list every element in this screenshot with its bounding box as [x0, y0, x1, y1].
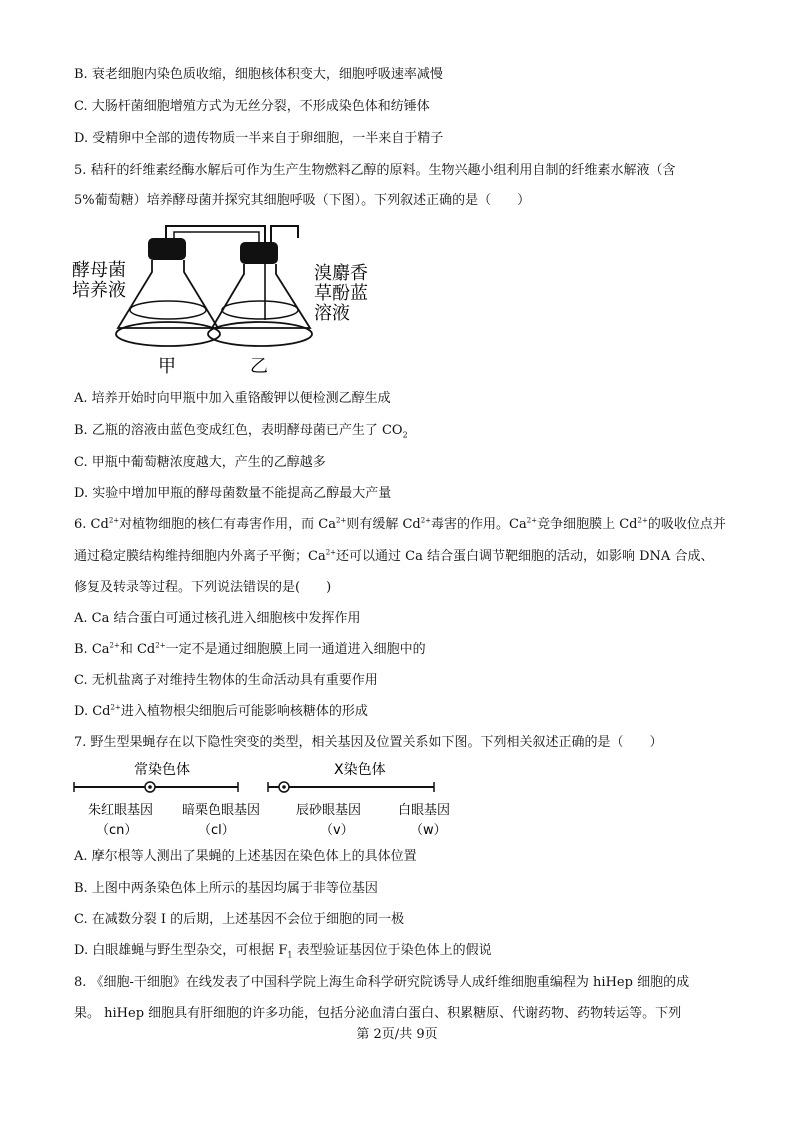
q6-text: B. Ca [74, 642, 110, 657]
ion-charge: 2+ [325, 548, 337, 557]
flask-jia [116, 238, 220, 346]
q7-option-d [74, 943, 492, 959]
label-yeast-line2: 培养液 [72, 280, 126, 301]
ion-charge: 2+ [110, 703, 121, 712]
flask-base-yi [208, 322, 312, 346]
q8-stem-line1: 8. 《细胞-干细胞》在线发表了中国科学院上海生命科学研究院诱导人成纤维细胞重编程为 hiHep 细胞的成 [74, 975, 690, 990]
q5-option-c: C. 甲瓶中葡萄糖浓度越大，产生的乙醇越多 [74, 455, 326, 470]
autosome-title: 常染色体 [134, 762, 190, 778]
q6-text: 进入植物根尖细胞后可能影响核糖体的形成 [120, 704, 368, 719]
q5-flask-figure [70, 216, 390, 376]
q6-option-a: A. Ca 结合蛋白可通过核孔进入细胞核中发挥作用 [74, 611, 361, 626]
liquid-surface-jia [130, 301, 206, 319]
stopper-jia [148, 238, 186, 260]
gene-v-symbol: （v） [320, 823, 354, 838]
q4-option-c: C. 大肠杆菌细胞增殖方式为无丝分裂，不形成染色体和纺锤体 [74, 99, 430, 114]
ion-charge: 2+ [335, 516, 347, 525]
q5-stem-line2: 5%葡萄糖）培养酵母菌并探究其细胞呼吸（下图）。下列叙述正确的是（ ） [74, 193, 531, 208]
ion-charge: 2+ [526, 516, 538, 525]
stopper-yi [240, 242, 278, 264]
gene-cn-symbol: （cn） [96, 823, 138, 838]
q6-text: 通过稳定膜结构维持细胞内外离子平衡；Ca [74, 549, 326, 564]
ion-charge: 2+ [420, 516, 432, 525]
q6-text: 竞争细胞膜上 Cd [537, 517, 638, 532]
q5-option-d: D. 实验中增加甲瓶的酵母菌数量不能提高乙醇最大产量 [74, 486, 392, 501]
q6-text: 和 Cd [119, 642, 156, 657]
q8-stem-line2: 果。 hiHep 细胞具有肝细胞的许多功能，包括分泌血清白蛋白、积累糖原、代谢药物、药物转运等。下列 [74, 1006, 682, 1021]
q5-option-a: A. 培养开始时向甲瓶中加入重铬酸钾以便检测乙醇生成 [74, 391, 391, 406]
f1-subscript: 1 [287, 950, 293, 960]
label-indicator-line1: 溴麝香 [314, 263, 368, 284]
q6-option-b [74, 642, 426, 658]
q5-option-b [74, 423, 408, 439]
q6-option-d [74, 704, 368, 720]
flask-yi [208, 242, 312, 346]
ion-charge: 2+ [109, 641, 120, 650]
q7-option-a: A. 摩尔根等人测出了果蝇的上述基因在染色体上的具体位置 [74, 849, 417, 864]
q7-option-b: B. 上图中两条染色体上所示的基因均属于非等位基因 [74, 881, 378, 896]
label-flask-jia: 甲 [158, 356, 176, 376]
label-yeast-line1: 酵母菌 [72, 260, 126, 281]
gene-cl-name: 暗栗色眼基因 [182, 803, 261, 818]
ion-charge: 2+ [108, 516, 120, 525]
co2-subscript: 2 [402, 430, 408, 440]
gene-cn-name: 朱红眼基因 [88, 803, 154, 818]
q6-text: 对植物细胞的核仁有毒害作用，而 Ca [119, 517, 336, 532]
label-indicator-line3: 溶液 [314, 303, 350, 324]
q6-text: 6. Cd [74, 517, 109, 532]
q7-chromosome-figure [72, 756, 472, 838]
q7-option-c: C. 在减数分裂 I 的后期，上述基因不会位于细胞的同一极 [74, 912, 405, 927]
q7-stem: 7. 野生型果蝇存在以下隐性突变的类型，相关基因及位置关系如下图。下列相关叙述正确的是（ ） [74, 735, 663, 750]
q4-option-d: D. 受精卵中全部的遗传物质一半来自于卵细胞，一半来自于精子 [74, 131, 444, 146]
gene-cl-symbol: （cl） [198, 823, 235, 838]
q7-text: D. 白眼雄蝇与野生型杂交，可根据 F [74, 943, 288, 958]
q6-text: 的吸收位点并 [647, 517, 726, 532]
q6-text: D. Cd [74, 704, 111, 719]
flask-base-jia [116, 322, 220, 346]
ion-charge: 2+ [637, 516, 648, 525]
gene-w-name: 白眼基因 [398, 803, 451, 818]
q6-stem-line3: 修复及转录等过程。下列说法错误的是( ) [74, 580, 332, 595]
q4-option-b: B. 衰老细胞内染色质收缩，细胞核体积变大，细胞呼吸速率减慢 [74, 67, 443, 82]
q6-text: 则有缓解 Cd [346, 517, 421, 532]
q7-text: 表型验证基因位于染色体上的假说 [292, 943, 492, 958]
label-flask-yi: 乙 [250, 356, 268, 376]
gene-v-name: 辰砂眼基因 [296, 803, 362, 818]
q6-stem-line2 [74, 549, 713, 565]
ion-charge: 2+ [155, 641, 166, 650]
q6-text: 还可以通过 Ca 结合蛋白调节靶细胞的活动，如影响 DNA 合成、 [336, 549, 714, 564]
q6-text: 一定不是通过细胞膜上同一通道进入细胞中的 [165, 642, 426, 657]
gene-w-symbol: （w） [410, 823, 447, 838]
x-chromosome-title: X染色体 [334, 762, 386, 778]
label-indicator-line2: 草酚蓝 [314, 283, 368, 304]
q5-stem-line1: 5. 秸秆的纤维素经酶水解后可作为生产生物燃料乙醇的原料。生物兴趣小组利用自制的纤维素水解液（含 [74, 163, 676, 178]
page-footer: 第 2页/共 9页 [356, 1027, 438, 1042]
liquid-surface-yi [222, 301, 298, 319]
q6-option-c: C. 无机盐离子对维持生物体的生命活动具有重要作用 [74, 673, 378, 688]
q5-option-b-text: B. 乙瓶的溶液由蓝色变成红色，表明酵母菌已产生了 CO [74, 423, 403, 438]
q6-text: 毒害的作用。Ca [431, 517, 527, 532]
q6-stem-line1 [74, 517, 726, 533]
